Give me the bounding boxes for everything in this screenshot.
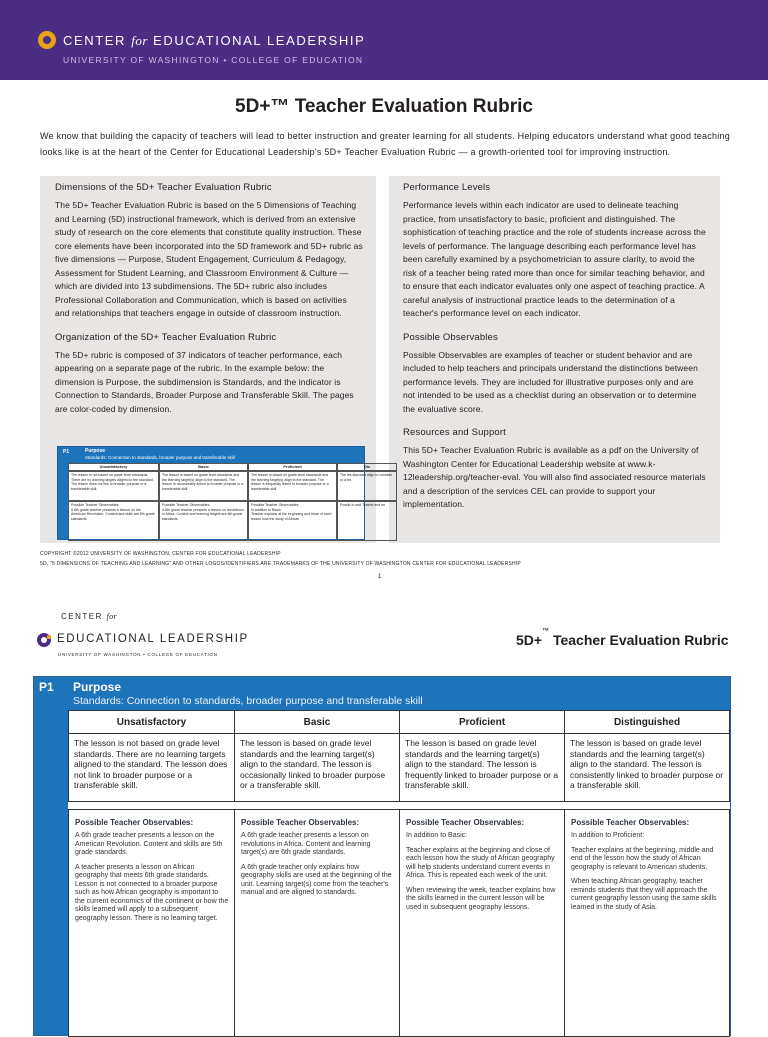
observables-unsatisfactory (68, 809, 235, 1037)
mini-color-band (58, 463, 68, 539)
observables-title: Possible Teacher Observables: (406, 818, 525, 827)
mini-header-cell: Unsatisfactory (68, 463, 159, 471)
observable-item: When teaching African geography, teacher reminds students that they will approach the current geography lesson using the same skills learned in the study of Asia. (571, 878, 717, 911)
dimensions-heading: Dimensions of the 5D+ Teacher Evaluation Rubric (55, 182, 272, 193)
copyright-line-2: 5D, "5 DIMENSIONS OF TEACHING AND LEARNING" AND OTHER LOGOS/IDENTIFIERS ARE TRADEMARKS OF THE UNIVERSITY OF WASHINGTON CENTER FOR EDUCATIONAL LEADERSHIP (40, 561, 521, 567)
header-banner (0, 0, 768, 80)
cel-logo-text (63, 33, 365, 49)
rubric-page-title (516, 628, 729, 648)
desc-proficient: The lesson is based on grade level standards and the learning target(s) align to the standard. The lesson is frequently linked to broader purpose or a transferable skill. (399, 733, 565, 802)
p2-logo-subtitle: UNIVERSITY OF WASHINGTON • COLLEGE OF EDUCATION (58, 652, 218, 657)
page-number: 1 (378, 574, 382, 580)
observable-item: In addition to Basic: (406, 832, 468, 839)
cel-logo-subtitle: UNIVERSITY OF WASHINGTON • COLLEGE OF EDUCATION (63, 55, 364, 65)
rubric-table (33, 676, 731, 1036)
performance-levels-text: Performance levels within each indicator are used to delineate teaching practice, from unsatisfactory to basic, proficient and distinguished. The sophistication of teaching practice and the role of students increase across the levels of performance. The language describing each performance level has been carefully examined by a psychometrician to assure clarity, to avoid the risk of a teacher being rated more than once for similar teaching behavior, and to ensure that each indicator evaluates only one aspect of teaching practice. A careful analysis of instructional practice leads to the determination of a teacher's performance level on each indicator. (403, 200, 706, 318)
desc-distinguished: The lesson is based on grade level standards and the learning target(s) align to the standard. The lesson is consistently linked to broader purpose or a transferable skill. (564, 733, 730, 802)
copyright-line-1: COPYRIGHT ©2012 UNIVERSITY OF WASHINGTON, CENTER FOR EDUCATIONAL LEADERSHIP (40, 551, 281, 557)
observable-item: A 6th grade teacher presents a lesson on revolutions in Africa. Content and learning target(s) are 6th grade standards. (241, 832, 371, 856)
rubric-header (34, 677, 730, 710)
trademark-mark: ™ (542, 628, 550, 636)
mini-subdimension: Standards: Connection to standards, broader purpose and transferable skill (85, 455, 235, 460)
mini-obs-cell: Possible Teacher Observables: In addition to Basic: Teacher explains at the beginning and close of each lesson how the study of African (248, 501, 337, 541)
observables-heading: Possible Observables (403, 331, 498, 343)
mini-desc-cell: The lesson is not based on grade level standards. There are no learning targets aligned to the standard. The lesson does not link to broader purpose or a transferable skill. (68, 471, 159, 501)
mini-desc-cell: The les standard align to consiste or a tra (337, 471, 397, 501)
mini-obs-cell: Possib In add Teache and en (337, 501, 397, 541)
mini-obs-cell: Possible Teacher Observables: A 6th grade teacher presents a lesson on the American Revolution. Content and skills are 5th grade standards. (68, 501, 159, 541)
performance-levels-heading: Performance Levels (403, 182, 491, 193)
dimensions-text: The 5D+ Teacher Evaluation Rubric is based on the 5 Dimensions of Teaching and Learning (5D) instructional framework, which is derived from an extensive study of research on the core elements that constitute quality instruction. These core elements have been incorporated into the 5D framework and 5D+ rubric as five dimensions — Purpose, Student Engagement, Curriculum & Pedagogy, Assessment for Student Learning, and Classroom Environment & Culture — which are divided into 13 subdimensions. The 5D+ rubric also includes Professional Collaboration and Communication, which is based on activities and relationships that teachers engage in outside of classroom instruction. (55, 200, 363, 318)
mini-desc-cell: The lesson is based on grade level standards and the learning target(s) align to the standard. The lesson is frequently linked to broader purpose or a transferable skill. (248, 471, 337, 501)
subdimension-name: Standards: Connection to standards, broader purpose and transferable skill (73, 695, 423, 707)
observables-title: Possible Teacher Observables: (571, 818, 690, 827)
observable-item: In addition to Proficient: (571, 832, 645, 839)
observables-proficient (399, 809, 565, 1037)
header-proficient: Proficient (399, 710, 565, 734)
page-title: 5D+™ Teacher Evaluation Rubric (235, 96, 533, 117)
rubric-title-5d: 5D+ (516, 632, 543, 648)
dimension-color-band (34, 710, 68, 1035)
organization-text: The 5D+ rubric is composed of 37 indicators of teacher performance, each appearing on a separate page of the rubric. In the example below: the dimension is Purpose, the subdimension is Standards, and the indicator is Connection to Standards, Broader Purpose and Transferable Skill. The pages are color-coded by dimension. (55, 349, 354, 414)
mini-header-cell: Proficient (248, 463, 337, 471)
p2-logo-main: EDUCATIONAL LEADERSHIP (57, 633, 249, 645)
cel-logo-icon (38, 31, 56, 49)
mini-desc-cell: The lesson is based on grade level standards and the learning target(s) align to the standard. The lesson is occasionally linked to broader purpose or a transferable skill. (159, 471, 248, 501)
observable-item: A teacher presents a lesson on African geography that meets 6th grade standards. Lesson is not connected to a broader purpose such as how African geography is important to the current economics of the continent or how the skills learned will apply to a subsequent geography lesson. There is no learning target. (75, 863, 229, 922)
cel-logo-icon (37, 633, 51, 647)
mini-rubric-header (58, 447, 364, 463)
mini-code: P1 (63, 449, 70, 455)
observable-item: When reviewing the week, teacher explains how the skills learned in the current lesson will be used in subsequent geography lessons. (406, 886, 556, 911)
desc-unsatisfactory: The lesson is not based on grade level standards. There are no learning targets aligned to the standard. The lesson does not link to broader purpose or a transferable skill. (68, 733, 235, 802)
resources-heading: Resources and Support (403, 427, 506, 438)
observables-title: Possible Teacher Observables: (75, 818, 194, 827)
observables-basic (234, 809, 400, 1037)
indicator-code: P1 (39, 680, 54, 694)
mini-header-cell: Dis (337, 463, 397, 471)
p2-logo-for: for (106, 612, 117, 621)
logo-for: for (131, 33, 148, 48)
observable-item: Teacher explains at the beginning and close of each lesson how the study of African geography will help students understand current events in Africa. This is repeated each week of the unit. (406, 846, 555, 879)
p2-logo-top-line (61, 612, 117, 621)
observables-text: Possible Observables are examples of teacher or student behavior and are included to help teachers and principals understand the distinctions between performance levels. They are included for illustrative purposes only and are not intended to be used as a checklist during an observation or to determine the evaluative score. (403, 349, 698, 414)
mini-obs-cell: Possible Teacher Observables: A 6th grade teacher presents a lesson on revolutions in Africa. Content and learning targets are 6th grade standards. (159, 501, 248, 541)
organization-heading: Organization of the 5D+ Teacher Evaluation Rubric (55, 331, 277, 343)
observable-item: A 6th grade teacher only explains how geography skills are used at the beginning of the unit. Learning target(s) come from the teacher's manual and are aligned to standards. (241, 863, 392, 896)
mini-header-cell: Basic (159, 463, 248, 471)
observables-title: Possible Teacher Observables: (241, 818, 360, 827)
header-distinguished: Distinguished (564, 710, 730, 734)
logo-main: EDUCATIONAL LEADERSHIP (147, 33, 366, 48)
desc-basic: The lesson is based on grade level standards and the learning target(s) align to the standard. The lesson is occasionally linked to broader purpose or a transferable skill. (234, 733, 400, 802)
header-unsatisfactory: Unsatisfactory (68, 710, 235, 734)
rubric-title-rest: Teacher Evaluation Rubric (549, 632, 729, 648)
performance-panel (389, 176, 720, 543)
header-basic: Basic (234, 710, 400, 734)
intro-paragraph: We know that building the capacity of teachers will lead to better instruction and greater learning for all students. Helping educators understand what good teaching looks like is at the heart of the Center for Educational Leadership's 5D+ Teacher Evaluation Rubric — a growth-oriented tool for improving instruction. (40, 131, 730, 157)
observables-distinguished (564, 809, 730, 1037)
dimension-name: Purpose (73, 680, 122, 694)
observable-item: Teacher explains at the beginning, middle and end of the lesson how the study of African geography is relevant to American students. (571, 846, 714, 871)
resources-text: This 5D+ Teacher Evaluation Rubric is available as a pdf on the University of Washington Center for Educational Leadership website at www.k-12leadership.org/teacher-eval. You will also find associated resource materials and a description of the services CEL can provide to support your implementation. (403, 445, 706, 509)
rubric-example-thumbnail (57, 446, 393, 540)
observable-item: A 6th grade teacher presents a lesson on the American Revolution. Content and skills are 5th grade standards. (75, 832, 223, 856)
mini-dimension: Purpose (85, 448, 106, 454)
logo-center: CENTER (63, 33, 132, 48)
p2-logo-center: CENTER (61, 612, 107, 621)
